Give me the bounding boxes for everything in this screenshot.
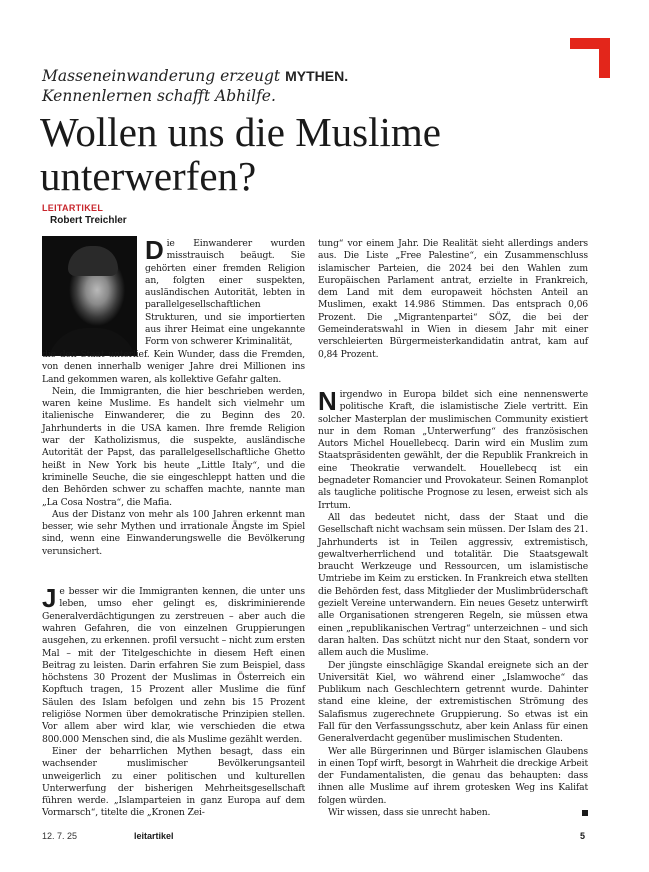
paragraph-7: All das bedeutet nicht, dass der Staat und die Gesellschaft nicht wachsam sein müssen. Der Islam des 21. Jahrhunderts ist in Teilen aggressiv, extremistisch, gewaltverherrlichend und totalitär. Die Staatsgewalt braucht Werkzeuge und Ressourcen, um islamistische Umtriebe im Keim zu ersticken. In Frankreich etwa stellten die Behörden fest, dass Mitglieder der Muslimbrüderschaft gezielt Vereine unterwandern. Ein neues Gesetz unterwirft alle Organisationen strengeren Regeln, sie müssen etwa einen „republikanischen Vertrag“ unterzeichnen – und sich daran halten. Das schützt nicht nur den Staat, sondern vor allem auch die Muslime. (318, 511, 588, 659)
paragraph-10: Wir wissen, dass sie unrecht haben. (318, 807, 588, 819)
page-number: 5 (580, 831, 586, 841)
drop-cap: J (42, 583, 57, 614)
paragraph-5-continued: tung“ vor einem Jahr. Die Realität sieht allerdings anders aus. Die Liste „Free Palestine“, ein Zusammenschluss islamischer Parteien, die 2024 bei den Wahlen zum Europäischen Parlament antrat, erzielte in Frankreich, dem Land mit dem europaweit höchsten Anteil an Muslimen, exakt 14.986 Stimmen. Das entsprach 0,06 Prozent. Die „Migrantenpartei“ SÖZ, die bei der Gemeinderatswahl in Wien in diesem Jahr mit einer verschleierten Bürgermeisterkandidatin antrat, kam auf 0,84 Prozent. (318, 238, 588, 360)
author-portrait (42, 236, 137, 356)
rubric-label: LEITARTIKEL (42, 203, 104, 213)
paragraph-4: Je besser wir die Immigranten kennen, die unter uns leben, umso eher gelingt es, diskriminierende Generalverdächtigungen zu zerstreuen – aber auch die wahren Gefahren, die von einzelnen Gruppierungen ausgehen, zu erkennen. profil versucht – nicht zum ersten Mal – mit der Titelgeschichte in diesem Heft einen Beitrag zu leisten. Darin erfahren Sie zum Beispiel, dass höchstens 30 Prozent der Muslimas in Österreich ein Kopftuch tragen, 15 Prozent aller Muslime die fünf Säulen des Islam befolgen und zehn bis 15 Prozent religiöse Normen über demokratische Prinzipien stellen. Vor allem aber wird klar, wie verschieden die etwa 800.000 Menschen sind, die als Muslime gezählt werden. (42, 583, 305, 745)
corner-accent-mark (570, 38, 610, 78)
article-column-1-top (145, 235, 305, 349)
paragraph-5: Einer der beharrlichen Mythen besagt, dass ein wachsender muslimischer Bevölkerungsanteil unweigerlich zu einer politischen und kulturellen Unterwerfung der bisherigen Mehrheitsgesellschaft führen werde. „Islamparteien in ganz Europa auf dem Vormarsch“, titelte die „Kronen Zei- (42, 745, 305, 819)
paragraph-8: Der jüngste einschlägige Skandal ereignete sich an der Universität Kiel, wo während einer „Islamwoche“ das Publikum nach Geschlechtern getrennt wurde. Dahinter stand eine kleine, der extremistischen Strömung des Salafismus zugerechnete Gruppierung. So etwas ist ein Fall für den Verfassungsschutz, aber kein Anlass für einen Generalverdacht gegenüber muslimischen Studenten. (318, 659, 588, 745)
kicker-line1: Masseneinwanderung erzeugt MYTHEN. (42, 67, 349, 85)
paragraph-1-rest: die den Staat unterlief. Kein Wunder, dass die Fremden, von denen innerhalb weniger Jahre drei Millionen ins Land gekommen waren, als kollektive Gefahr galten. (42, 349, 305, 385)
paragraph-9: Wer alle Bürgerinnen und Bürger islamischen Glaubens in einen Topf wirft, besorgt in Wahrheit die dreckige Arbeit der Fundamentalisten, die genau das behaupten: dass ihnen alle Muslime auf ihrem grotesken Weg ins Kalifat folgen würden. (318, 745, 588, 806)
kicker-line2: Kennenlernen schafft Abhilfe. (42, 87, 276, 105)
author-name: Robert Treichler (50, 215, 127, 226)
paragraph-1-top: Die Einwanderer wurden misstrauisch beäugt. Sie gehörten einer fremden Religion an, folgten einer suspekten, ausländischen Autorität, lebten in parallelgesellschaftlichen Strukturen, und sie importierten aus ihrer Heimat eine ungekannte Form von schwerer Kriminalität, (145, 235, 305, 348)
footer-date: 12. 7. 25 (42, 831, 78, 841)
end-mark-icon (582, 810, 588, 816)
kicker (42, 66, 522, 106)
drop-cap: D (145, 235, 164, 265)
article-column-2 (318, 238, 588, 819)
headline: Wollen uns die Muslime unterwerfen? (40, 109, 441, 199)
footer-section: leitartikel (134, 831, 174, 841)
paragraph-3: Aus der Distanz von mehr als 100 Jahren erkennt man besser, wie sehr Mythen und irrationale Ängste im Spiel sind, wenn eine Einwanderungswelle die Bevölkerung verunsichert. (42, 508, 305, 557)
drop-cap: N (318, 385, 337, 416)
kicker-emphasis: MYTHEN. (285, 68, 349, 84)
paragraph-6: Nirgendwo in Europa bildet sich eine nennenswerte politische Kraft, die islamistische Ziele vertritt. Ein solcher Masterplan der muslimischen Community existiert nur in dem Roman „Unterwerfung“ des französischen Autors Michel Houellebecq. Darin wird ein Muslim zum Staatspräsidenten gewählt, der die Republik Frankreich in eine Theokratie verwandelt. Houellebecq ist ein begnadeter Romancier und Provokateur. Seinen Romanplot als taugliche politische Prognose zu lesen, erweist sich als Irrtum. (318, 385, 588, 511)
paragraph-2: Nein, die Immigranten, die hier beschrieben werden, waren keine Muslime. Es handelt sich vielmehr um italienische Einwanderer, die zu Beginn des 20. Jahrhunderts in die USA kamen. Ihre fremde Religion war der Katholizismus, die suspekte, ausländische Autorität der Papst, das parallelgesellschaftliche Ghetto heißt in New York bis heute „Little Italy“, und die kriminelle Seuche, die sie eingeschleppt hatten und die den Behörden schwer zu schaffen machte, nannte man „La Cosa Nostra“, die Mafia. (42, 385, 305, 508)
article-column-1 (42, 349, 305, 820)
